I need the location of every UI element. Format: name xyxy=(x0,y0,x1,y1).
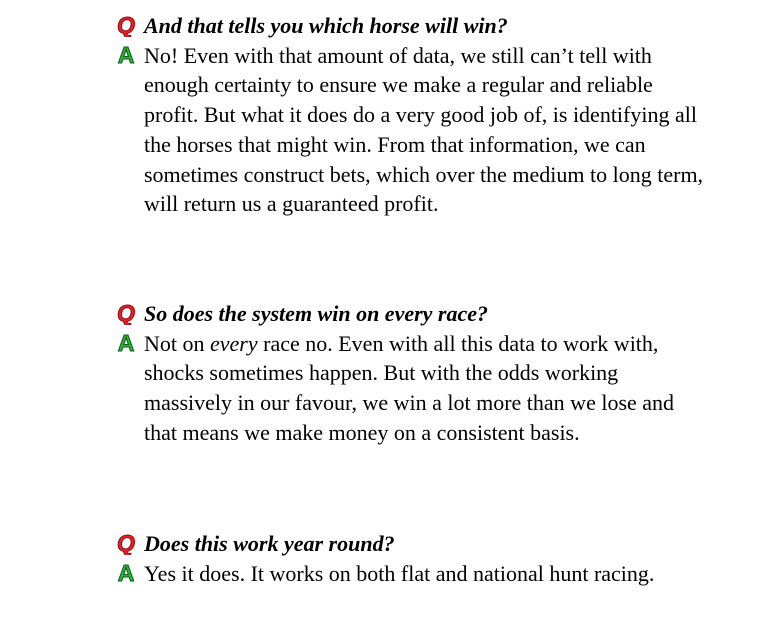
svg-text:A: A xyxy=(117,560,135,585)
answer-text: Not on every race no. Even with all this data to work with, shocks sometimes happen. But with the odds working massively in our favour, we win a lot more than we lose and that means we make money on a consistent basis. xyxy=(144,330,675,445)
question-row xyxy=(0,11,779,41)
answer-text: Yes it does. It works on both flat and national hunt racing. xyxy=(144,560,655,586)
question-text: Does this work year round? xyxy=(144,531,395,556)
answer-icon xyxy=(114,561,138,585)
answer-row xyxy=(0,559,704,589)
question-row xyxy=(0,529,779,559)
question-icon xyxy=(114,531,138,555)
faq-item-1 xyxy=(0,11,779,219)
answer-row xyxy=(0,41,704,219)
svg-text:Q: Q xyxy=(117,531,135,555)
answer-text: No! Even with that amount of data, we still can’t tell with enough certainty to ensure we make a regular and reliable profit. But what it does do a very good job of, is identifying all the horses that might win. From that information, we can sometimes construct bets, which over the medium to long term, will return us a guaranteed profit. xyxy=(144,42,704,217)
answer-icon xyxy=(114,43,138,67)
answer-icon xyxy=(114,331,138,355)
emphasis-text: every xyxy=(210,330,258,356)
svg-text:Q: Q xyxy=(117,13,135,37)
svg-text:Q: Q xyxy=(117,301,135,325)
question-text: And that tells you which horse will win? xyxy=(144,13,508,38)
question-icon xyxy=(114,13,138,37)
faq-item-2 xyxy=(0,299,779,448)
question-icon xyxy=(114,301,138,325)
svg-text:A: A xyxy=(117,330,135,355)
question-row xyxy=(0,299,779,329)
faq-item-3 xyxy=(0,529,779,588)
answer-row xyxy=(0,329,704,448)
question-text: So does the system win on every race? xyxy=(144,301,489,326)
svg-text:A: A xyxy=(117,42,135,67)
